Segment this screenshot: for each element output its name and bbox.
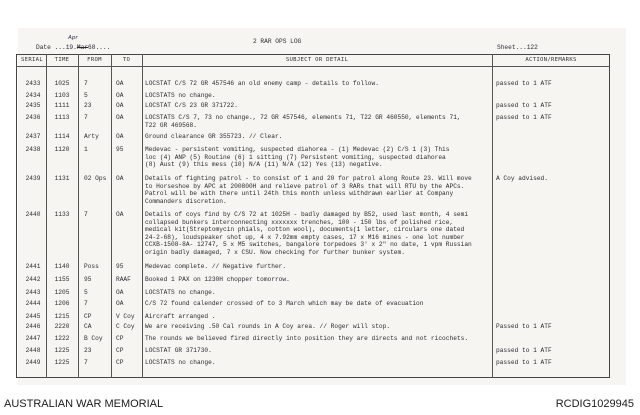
subject-cell: The rounds we believed fired directly into position they are directs and not ricochets. [145, 335, 469, 342]
footer-reference: RCDIG1029945 [555, 398, 634, 410]
from-cell: 7 [84, 114, 88, 121]
time-cell: 1114 [54, 133, 70, 140]
serial-cell: 2445 [25, 313, 41, 320]
action-cell: passed to 1 ATF [496, 114, 552, 121]
to-cell: CP [116, 359, 124, 366]
from-cell: 5 [84, 92, 88, 99]
serial-cell: 2448 [25, 347, 41, 354]
from-cell: 23 [84, 102, 92, 109]
serial-cell: 2435 [25, 102, 41, 109]
subject-cell: Medevac complete. // Negative further. [145, 263, 287, 270]
footer-source: AUSTRALIAN WAR MEMORIAL [4, 398, 164, 410]
time-cell: 1222 [54, 335, 70, 342]
to-cell: OA [116, 133, 124, 140]
time-cell: 1025 [54, 80, 70, 87]
action-cell: passed to 1 ATF [496, 80, 552, 87]
time-cell: 1225 [54, 347, 70, 354]
time-cell: 1131 [54, 175, 70, 182]
time-cell: 1206 [54, 300, 70, 307]
subject-cell: Booked 1 PAX on 1230H chopper tomorrow. [145, 276, 290, 283]
from-cell: 5 [84, 289, 88, 296]
from-cell: B Coy [84, 335, 103, 342]
action-cell: A Coy advised. [496, 175, 548, 182]
column-header-to: TO [122, 57, 131, 63]
subject-cell: Ground clearance GR 355723. // Clear. [145, 133, 283, 140]
time-cell: 1133 [54, 211, 70, 218]
subject-cell: LOCSTAT C/S 23 GR 371722. [145, 102, 238, 109]
from-cell: 7 [84, 300, 88, 307]
column-header-subject: SUBJECT OR DETAIL [285, 57, 349, 63]
to-cell: RAAF [116, 276, 131, 283]
time-cell: 1113 [54, 114, 70, 121]
time-cell: 1215 [54, 313, 70, 320]
to-cell: OA [116, 80, 124, 87]
column-header-action: ACTION/REMARKS [525, 57, 577, 63]
to-cell: OA [116, 114, 124, 121]
sheet-number: 122 [526, 44, 538, 51]
time-cell: 1103 [54, 92, 70, 99]
serial-cell: 2449 [25, 359, 41, 366]
column-divider [492, 54, 493, 378]
subject-cell: LOCSTAT GR 371730. [145, 347, 212, 354]
to-cell: 95 [116, 263, 124, 270]
serial-cell: 2437 [25, 133, 41, 140]
from-cell: 1 [84, 146, 88, 153]
from-cell: 23 [84, 347, 92, 354]
sheet-field [497, 44, 538, 51]
date-month-struck: Mar [76, 44, 89, 51]
action-cell: passed to 1 ATF [496, 347, 552, 354]
subject-cell: LOCSTATS no change. [145, 289, 216, 296]
to-cell: OA [116, 300, 124, 307]
from-cell: 7 [84, 359, 88, 366]
to-cell: CP [116, 335, 124, 342]
header-divider [16, 66, 610, 67]
to-cell: OA [116, 92, 124, 99]
column-header-time: TIME [54, 57, 70, 63]
serial-cell: 2440 [25, 211, 41, 218]
serial-cell: 2439 [25, 175, 41, 182]
subject-cell: C/S 72 found calender crossed of to 3 March which may be date of evacuation [145, 300, 424, 307]
to-cell: 95 [116, 146, 124, 153]
from-cell: Arty [84, 133, 99, 140]
to-cell: OA [116, 289, 124, 296]
serial-cell: 2444 [25, 300, 41, 307]
from-cell: CP [84, 313, 92, 320]
column-divider [111, 54, 112, 378]
serial-cell: 2438 [25, 146, 41, 153]
time-cell: 2220 [54, 323, 70, 330]
column-divider [78, 54, 79, 378]
time-cell: 1120 [54, 146, 70, 153]
page-title: 2 RAR OPS LOG [253, 38, 302, 45]
from-cell: 02 Ops [84, 175, 107, 182]
date-day: 19 [65, 44, 74, 51]
column-header-serial: SERIAL [20, 57, 43, 63]
serial-cell: 2443 [25, 289, 41, 296]
date-year: 68.... [88, 44, 111, 51]
serial-cell: 2447 [25, 335, 41, 342]
to-cell: V Coy [116, 313, 135, 320]
time-cell: 1140 [54, 263, 70, 270]
subject-cell: LOCSTATS no change. [145, 359, 216, 366]
serial-cell: 2434 [25, 92, 41, 99]
time-cell: 1155 [54, 276, 70, 283]
subject-cell: We are receiving .50 Cal rounds in A Coy area. // Roger will stop. [145, 323, 391, 330]
serial-cell: 2442 [25, 276, 41, 283]
time-cell: 1205 [54, 289, 70, 296]
to-cell: CP [116, 347, 124, 354]
date-label: Date ... [36, 44, 66, 51]
serial-cell: 2441 [25, 263, 41, 270]
from-cell: 7 [84, 80, 88, 87]
subject-cell: LOCSTATS C/S 7, 73 no change., 72 GR 457546, elements 71, T22 GR 460550, elements 71, T22 GR 469568. [145, 114, 461, 129]
subject-cell: LOCSTATS no change. [145, 92, 216, 99]
time-cell: 1111 [54, 102, 70, 109]
subject-cell: Medevac - persistent vomiting, suspected diahorea - (1) Medevac (2) C/S 1 (3) This loc (4) ANP (5) Routine (6) 1 sitting (7) Persistent vomiting, suspected diahorea (8) Aust (9) this mess (10) N/A (11) N/A (12) Yes (13) negative. [145, 146, 450, 169]
to-cell: OA [116, 175, 124, 182]
to-cell: OA [116, 102, 124, 109]
to-cell: C Coy [116, 323, 135, 330]
sheet-label: Sheet... [497, 44, 527, 51]
from-cell: 7 [84, 211, 88, 218]
time-cell: 1225 [54, 359, 70, 366]
subject-cell: Details of coys find by C/S 72 at 1025H - badly damaged by B52, used last month, 4 semi collapsed bunkers interconnecting xxxxxxx trenches, 100 - 150 lbs of polished rice, medical kit(Streptomycin phials, cotton wool), documents(1 letter, circulars one dated 24-2-68), loudspeaker shot up, 4 x 7.92mm empty cases, 17 x M16 mines - one lot number CCXB-1508-8A- 12747, 5 x M5 switches, bangalore torpedoes 3' x 2" no date, 1 vpm Russian origin badly damaged, 7 x CSU. Now checking for further bunker system. [145, 211, 472, 256]
serial-cell: 2433 [25, 80, 41, 87]
column-divider [142, 54, 143, 378]
subject-cell: LOCSTAT C/S 72 GR 457546 an old enemy camp - details to follow. [145, 80, 379, 87]
date-field: Date ...19.Mar68.... [36, 44, 111, 51]
serial-cell: 2446 [25, 323, 41, 330]
action-cell: Passed to 1 ATF [496, 323, 552, 330]
subject-cell: Aircraft arranged . [145, 313, 216, 320]
serial-cell: 2436 [25, 114, 41, 121]
from-cell: 95 [84, 276, 92, 283]
subject-cell: Details of fighting patrol - to consist of 1 and 20 for patrol along Route 23. Will move to Horseshoe by APC at 200800H and relieve patrol of 3 RARs that will RTU by the APCs. Patrol will be with there until 24th this month unless withdrawn earlier at Company Commanders discretion. [145, 175, 472, 205]
to-cell: OA [116, 211, 124, 218]
from-cell: Poss [84, 263, 99, 270]
action-cell: passed to 1 ATF [496, 102, 552, 109]
from-cell: CA [84, 323, 92, 330]
column-divider [46, 54, 47, 378]
date-month-handwritten: Apr [68, 35, 78, 41]
column-header-from: FROM [87, 57, 102, 63]
action-cell: passed to 1 ATF [496, 359, 552, 366]
